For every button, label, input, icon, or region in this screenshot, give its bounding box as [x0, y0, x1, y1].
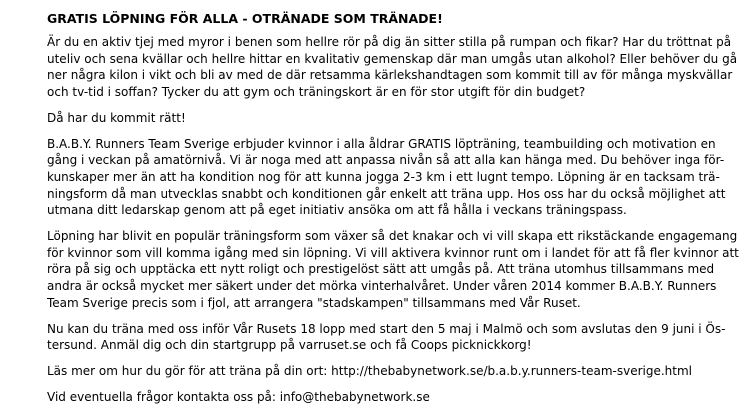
- paragraph-read-more: [47, 363, 707, 380]
- text-line: ner några kilon i vikt och bli av med de där retsamma kärlekshandtagen som kommit till av för många myskvällar: [47, 68, 733, 83]
- text-line: B.A.B.Y. Runners Team Sverige erbjuder kvinnor i alla åldrar GRATIS löpträning, teambuilding och motivation en: [47, 136, 716, 151]
- text-line: Är du en aktiv tjej med myror i benen som hellre rör på dig än sitter stilla på rumpan och fikar? Har du tröttnat på: [47, 35, 732, 49]
- text-line: Team Sverige precis som i fjol, att arrangera "stadskampen" tillsammans med Vår Ruset.: [47, 295, 581, 310]
- text-line: röra på sig och upptäcka ett nytt roligt och prestigelöst sätt att umgås på. Att träna utomhus tillsammans med: [47, 262, 715, 277]
- paragraph-offer: [47, 136, 726, 220]
- document-page: [47, 10, 739, 414]
- text-line: tersund. Anmäl dig och din startgrupp på varruset.se och få Coops picknickkorg!: [47, 338, 532, 353]
- paragraph-came-right: [47, 110, 707, 127]
- text-line: för kvinnor som vill komma igång med sin löpning. Vi vill aktivera kvinnor runt om i landet för att få fler kvinnor att: [47, 245, 739, 260]
- paragraph-popularity: [47, 228, 739, 312]
- read-more-line: Läs mer om hur du gör för att träna på din ort: http://thebabynetwork.se/b.a.b.y.runners-team-sverige.html: [47, 363, 692, 378]
- text-line: uteliv och sena kvällar och hellre hittar en kvalitativ gemenskap där man umgås utan alkohol? Eller behöver du gå: [47, 51, 738, 66]
- contact-line: Vid eventuella frågor kontakta oss på: info@thebabynetwork.se: [47, 389, 430, 404]
- text-line: gång i veckan på amatörnivå. Vi är noga med att anpassa nivån så att alla kan hänga med. Du behöver inga för-: [47, 153, 725, 168]
- text-line: Löpning har blivit en populär träningsform som växer så det knakar och vi vill skapa ett rikstäckande engagemang: [47, 229, 738, 244]
- text-line: andra är också mycket mer säkert under det mörka vinterhalvåret. Under våren 2014 kommer B.A.B.Y. Runners: [47, 279, 717, 294]
- text-line: Nu kan du träna med oss inför Vår Rusets 18 lopp med start den 5 maj i Malmö och som avslutas den 9 juni i Ös-: [47, 321, 726, 336]
- paragraph-intro: [47, 34, 738, 101]
- text-line: Då har du kommit rätt!: [47, 110, 186, 125]
- paragraph-contact: [47, 389, 707, 406]
- text-line: ningsform då man utvecklas snabbt och konditionen går enkelt att träna upp. Hos oss har du också möjlighet att: [47, 186, 726, 201]
- document-title: GRATIS LÖPNING FÖR ALLA - OTRÄNADE SOM TRÄNADE!: [47, 11, 443, 26]
- text-line: kunskaper mer än att ha kondition nog för att kunna jogga 2-3 km i ett lugnt tempo. Löpning är en tacksam trä-: [47, 169, 720, 184]
- paragraph-var-ruset: [47, 321, 726, 354]
- text-line: utmana ditt ledarskap genom att på eget initiativ ansöka om att få hålla i veckans träningspass.: [47, 203, 627, 218]
- text-line: och tv-tid i soffan? Tycker du att gym och träningskort är en för stor utgift för din budget?: [47, 85, 586, 100]
